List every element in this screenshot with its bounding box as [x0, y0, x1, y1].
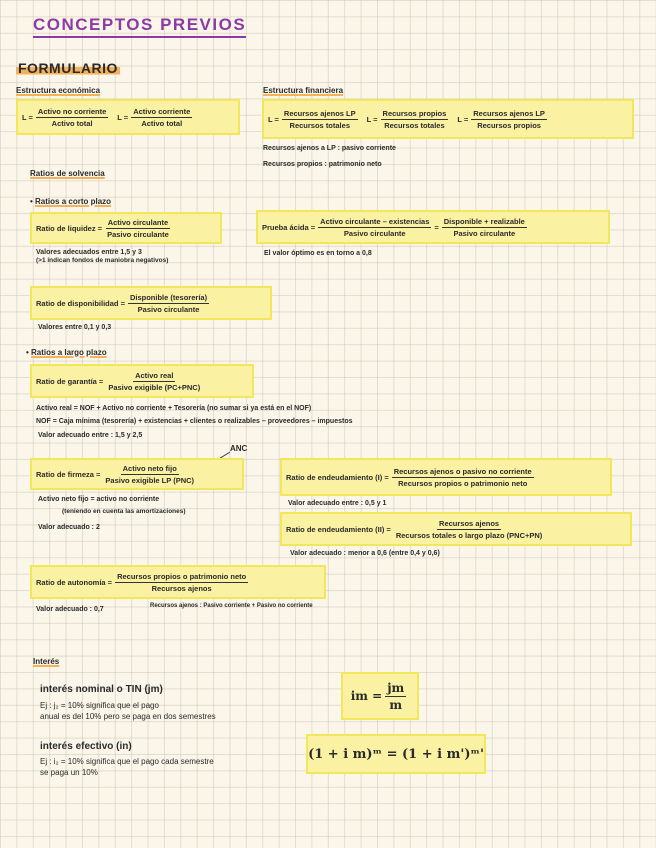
interes-nominal-example-1: Ej : j₂ = 10% significa que el pago [40, 701, 159, 710]
formula-lhs: Ratio de garantía = [36, 376, 104, 386]
formula-lhs: Prueba ácida = [262, 222, 316, 232]
fraction [106, 371, 202, 392]
ratio-endeudamiento-1-box [280, 458, 612, 496]
denominator: Pasivo circulante [137, 304, 200, 314]
denominator: Recursos totales o largo plazo (PNC+PN) [395, 530, 543, 540]
autonomia-note-2: Recursos ajenos : Pasivo corriente + Pasivo no corriente [150, 603, 313, 609]
formula-lhs: Ratio de endeudamiento (I) = [286, 472, 389, 482]
page-title: CONCEPTOS PREVIOS [33, 15, 246, 38]
anc-annotation: ANC [230, 444, 248, 453]
interes-efectivo-example-1: Ej : i₂ = 10% significa que el pago cada semestre [40, 757, 214, 766]
denominator: Activo total [51, 118, 93, 128]
ratio-autonomia-box [30, 565, 326, 599]
numerator: Recursos propios o patrimonio neto [117, 571, 247, 581]
numerator: jm [387, 680, 405, 695]
denominator: Recursos ajenos [151, 583, 212, 593]
corto-plazo-label: Ratios a corto plazo [35, 197, 112, 206]
numerator: Activo corriente [133, 106, 191, 116]
fraction [385, 681, 406, 712]
formula-lhs: L = [457, 114, 469, 124]
formula-lhs: L = [366, 114, 378, 124]
garantia-note-3: Valor adecuado entre : 1,5 y 2,5 [38, 432, 143, 439]
formula-lhs: im = [350, 689, 383, 703]
prueba-acida-note: El valor óptimo es en torno a 0,8 [264, 250, 372, 257]
formula-lhs: L = [268, 114, 279, 124]
firmeza-note-1: Activo neto fijo = activo no corriente [38, 496, 160, 503]
fraction [471, 109, 547, 130]
denominator: Recursos propios o patrimonio neto [398, 478, 528, 488]
denominator: Pasivo exigible LP (PNC) [105, 475, 195, 485]
numerator: Disponible (tesorería) [129, 292, 208, 302]
denominator: Pasivo circulante [453, 228, 516, 238]
interes-efectivo-formula-box: (1 + i m)ᵐ = (1 + i m')ᵐ' [306, 734, 486, 774]
estructura-financiera-label: Estructura financiera [263, 86, 344, 95]
denominator: Recursos propios [477, 120, 541, 130]
ratio-liquidez-box [30, 212, 222, 244]
denominator: Recursos totales [384, 120, 445, 130]
denominator: Pasivo circulante [343, 228, 406, 238]
garantia-note-1: Activo real = NOF + Activo no corriente + Tesorería (no sumar si ya está en el NOF) [36, 405, 312, 412]
denominator: Pasivo exigible (PC+PNC) [108, 382, 201, 392]
interes-nominal-label: interés nominal o TIN (jm) [40, 684, 163, 695]
formula-lhs: Ratio de liquidez = [36, 223, 103, 233]
ratios-solvencia-heading: Ratios de solvencia [30, 169, 105, 178]
interes-heading: Interés [33, 657, 60, 666]
interes-nominal-formula-box [341, 672, 419, 720]
note-recursos-propios: Recursos propios : patrimonio neto [263, 161, 382, 168]
fraction [442, 217, 527, 238]
numerator: Recursos ajenos [439, 518, 500, 528]
firmeza-note-3: Valor adecuado : 2 [38, 524, 100, 531]
disponibilidad-note: Valores entre 0,1 y 0,3 [38, 324, 112, 331]
section-heading-formulario: FORMULARIO [18, 60, 118, 76]
note-recursos-ajenos: Recursos ajenos a LP : pasivo corriente [263, 145, 396, 152]
numerator: Activo real [135, 370, 174, 380]
ratio-endeudamiento-2-box [280, 512, 632, 546]
formula-lhs: Ratio de autonomía = [36, 577, 113, 587]
garantia-note-2: NOF = Caja mínima (tesorería) + existencias + clientes o realizables – proveedores – impuestos [36, 418, 353, 425]
numerator: Disponible + realizable [443, 216, 525, 226]
ratio-disponibilidad-box [30, 286, 272, 320]
numerator: Activo circulante – existencias [320, 216, 430, 226]
numerator: Recursos ajenos LP [283, 108, 356, 118]
estructura-economica-box [16, 99, 240, 135]
formula-lhs: L = [117, 112, 129, 122]
formula-lhs: Ratio de disponibilidad = [36, 298, 125, 308]
autonomia-note-1: Valor adecuado : 0,7 [36, 606, 104, 613]
numerator: Activo no corriente [37, 106, 107, 116]
prueba-acida-box [256, 210, 610, 244]
largo-plazo-label: Ratios a largo plazo [31, 348, 107, 357]
fraction [392, 467, 534, 488]
formula-lhs: Ratio de endeudamiento (II) = [286, 524, 391, 534]
endeudamiento-1-note: Valor adecuado entre : 0,5 y 1 [288, 500, 387, 507]
numerator: Recursos ajenos o pasivo no corriente [393, 466, 532, 476]
ratio-garantia-box [30, 364, 254, 398]
fraction [394, 519, 545, 540]
liquidez-note-2: (>1 indican fondos de maniobra negativos) [36, 257, 169, 264]
interes-efectivo-label: interés efectivo (in) [40, 741, 132, 752]
denominator: m [389, 697, 403, 712]
fraction [36, 107, 108, 128]
fraction [131, 107, 192, 128]
firmeza-note-2: (teniendo en cuenta las amortizaciones) [62, 508, 186, 515]
fraction [103, 464, 196, 485]
liquidez-note-1: Valores adecuados entre 1,5 y 3 [36, 249, 142, 256]
bullet-corto-plazo: • Ratios a corto plazo [30, 197, 112, 206]
numerator: Activo neto fijo [122, 463, 177, 473]
fraction [105, 218, 171, 239]
equals-sign: = [434, 222, 439, 232]
fraction [128, 293, 209, 314]
fraction [381, 109, 449, 130]
denominator: Recursos totales [289, 120, 350, 130]
endeudamiento-2-note: Valor adecuado : menor a 0,6 (entre 0,4 y 0,6) [290, 550, 440, 557]
estructura-financiera-box [262, 99, 634, 139]
formula-lhs: Ratio de firmeza = [36, 469, 101, 479]
numerator: Activo circulante [107, 217, 169, 227]
numerator: Recursos propios [382, 108, 447, 118]
interes-efectivo-example-2: se paga un 10% [40, 768, 98, 777]
fraction [115, 572, 248, 593]
ratio-firmeza-box [30, 458, 244, 490]
denominator: Pasivo circulante [107, 229, 169, 239]
interes-nominal-example-2: anual es del 10% pero se paga en dos semestres [40, 712, 216, 721]
fraction [282, 109, 358, 130]
formula-lhs: L = [22, 112, 33, 122]
fraction [318, 217, 431, 238]
numerator: Recursos ajenos LP [473, 108, 545, 118]
denominator: Activo total [141, 118, 183, 128]
estructura-economica-label: Estructura económica [16, 86, 101, 95]
bullet-largo-plazo: • Ratios a largo plazo [26, 348, 107, 357]
